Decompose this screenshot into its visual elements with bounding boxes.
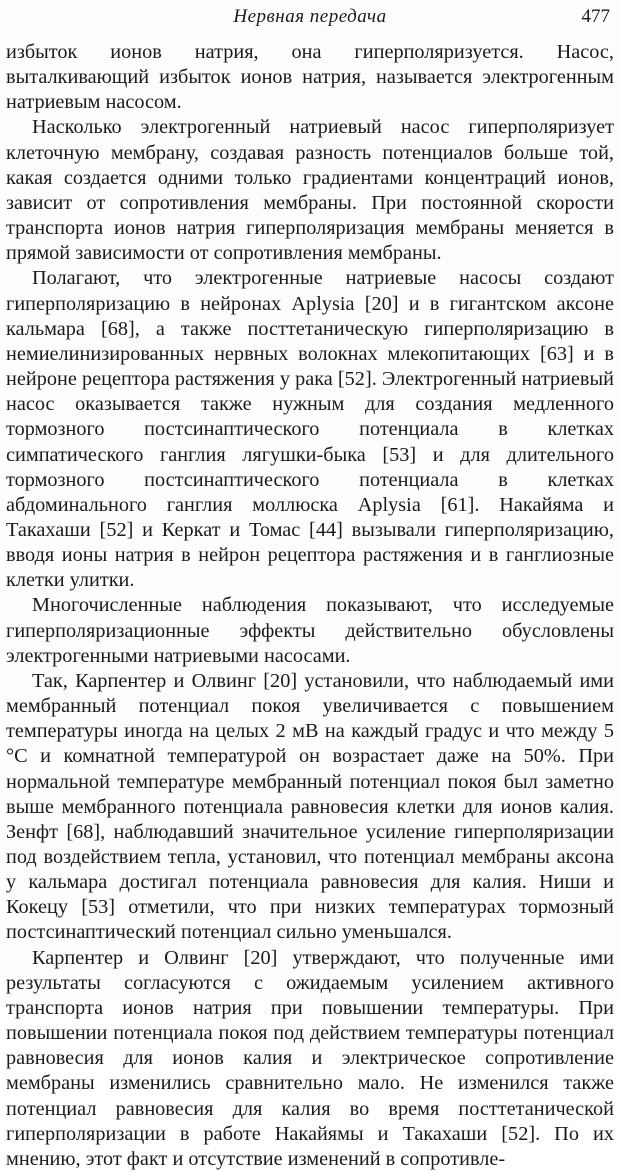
paragraph: Многочисленные наблюдения показывают, что исследуемые гиперполяризационные эффекты действительно обусловлены электрогенными натриевыми насосами. xyxy=(6,594,614,667)
body-text xyxy=(6,40,614,1172)
running-title: Нервная передача xyxy=(233,6,387,27)
paragraph: Насколько электрогенный натриевый насос гиперполяризует клеточную мембрану, создавая разность потенциалов больше той, какая создается одними только градиентами концентраций ионов, зависит от сопротивления мембраны. При постоянной скорости транспорта ионов натрия гиперполяризация мембраны меняется в прямой зависимости от сопротивления мембраны. xyxy=(6,116,614,265)
paragraph: Так, Карпентер и Олвинг [20] установили, что наблюдаемый ими мембранный потенциал покоя увеличивается с повышением температуры иногда на целых 2 мВ на каждый градус и что между 5 °С и комнатной температурой он возрастает даже на 50%. При нормальной температуре мембранный потенциал покоя был заметно выше мембранного потенциала равновесия клетки для ионов калия. Зенфт [68], наблюдавший значительное усиление гиперполяризации под воздействием тепла, установил, что потенциал мембраны аксона у кальмара достигал потенциала равновесия для калия. Ниши и Кокецу [53] отметили, что при низких температурах тормозный постсинаптический потенциал сильно уменьшался. xyxy=(6,669,614,944)
paragraph: Карпентер и Олвинг [20] утверждают, что полученные ими результаты согласуются с ожидаемым усилением активного транспорта ионов натрия при повышении температуры. При повышении потенциала покоя под действием температуры потенциал равновесия для ионов калия и электрическое сопротивление мембраны изменились сравнительно мало. Не изменился также потенциал равновесия для калия во время посттетанической гиперполяризации в работе Накайямы и Такахаши [52]. По их мнению, этот факт и отсутствие изменений в сопротивле- xyxy=(6,946,614,1170)
page-number: 477 xyxy=(581,6,610,27)
paragraph: Полагают, что электрогенные натриевые насосы создают гиперполяризацию в нейронах Aplysia [20] и в гигантском аксоне кальмара [68], а также посттетаническую гиперполяризацию в немиелинизированных нервных волокнах млекопитающих [63] и в нейроне рецептора растяжения у рака [52]. Электрогенный натриевый насос оказывается также нужным для создания медленного тормозного постсинаптического потенциала в клетках симпатического ганглия лягушки-быка [53] и для длительного тормозного постсинаптического потенциала в клетках абдоминального ганглия моллюска Aplysia [61]. Накайяма и Такахаши [52] и Керкат и Томас [44] вызывали гиперполяризацию, вводя ионы натрия в нейрон рецептора растяжения и в ганглиозные клетки улитки. xyxy=(6,267,614,592)
page-header xyxy=(8,2,612,32)
paragraph-continuation: избыток ионов натрия, она гиперполяризуется. Насос, выталкивающий избыток ионов натрия, называется электрогенным натриевым насосом. xyxy=(6,41,614,114)
